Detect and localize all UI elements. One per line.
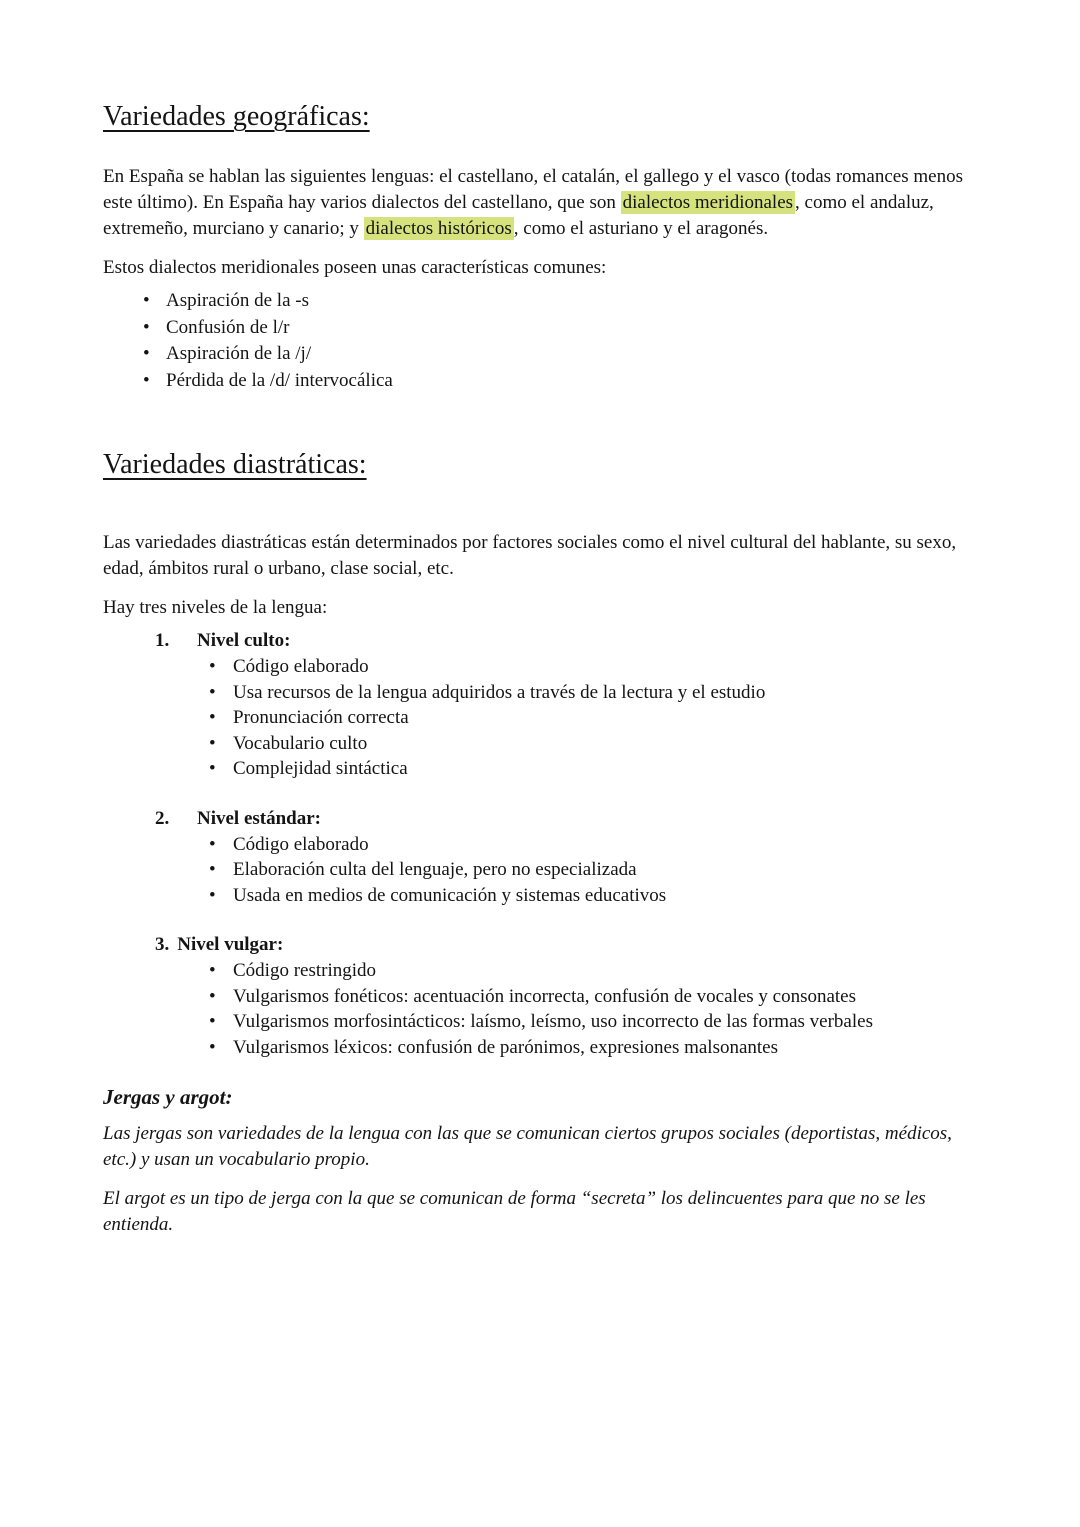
list-item: • Pérdida de la /d/ intervocálica [137,368,968,395]
level-title: Nivel culto: [197,630,291,651]
features-intro: Estos dialectos meridionales poseen unas características comunes: [103,257,607,278]
list-item: • Confusión de l/r [137,315,968,342]
level-nivel-estandar [103,806,968,909]
level-items-list [203,654,968,782]
level-number: 1. [155,630,170,651]
section-title-variedades-diastraticas: Variedades diastráticas: [103,449,367,480]
level-title: Nivel estándar: [197,807,322,829]
level-number: 2. [155,807,170,829]
list-item: • Vocabulario culto [203,731,968,757]
list-item: • Aspiración de la -s [137,288,968,315]
highlighted-text-dialectos-meridionales: dialectos meridionales [622,192,794,213]
jergas-paragraph-2: El argot es un tipo de jerga con la que se comunican de forma “secreta” los delincuentes para que no se les entienda. [103,1188,926,1235]
list-item: • Elaboración culta del lenguaje, pero no especializada [203,857,968,883]
text-segment: , como el asturiano y el aragonés. [513,218,769,239]
list-item: • Vulgarismos léxicos: confusión de parónimos, expresiones malsonantes [203,1035,968,1061]
list-item: • Aspiración de la /j/ [137,341,968,368]
level-items-list [203,958,968,1060]
section-title-jergas-y-argot: Jergas y argot: [103,1085,233,1109]
text-segment: , como el andaluz, extremeño, murciano y canario; y [103,192,934,239]
jergas-paragraph-1: Las jergas son variedades de la lengua con las que se comunican ciertos grupos sociales (deportistas, médicos, etc.) y usan un vocabulario propio. [103,1123,952,1170]
geograficas-intro-paragraph [103,164,968,242]
list-item: • Código elaborado [203,832,968,858]
list-item: • Usada en medios de comunicación y sistemas educativos [203,883,968,909]
level-heading [103,806,968,832]
section-title-variedades-geograficas: Variedades geográficas: [103,101,370,132]
list-item: • Complejidad sintáctica [203,756,968,782]
list-item: • Código elaborado [203,654,968,680]
level-title: Nivel vulgar: [177,934,284,955]
level-items-list [203,832,968,909]
highlighted-text-dialectos-historicos: dialectos históricos [365,218,512,239]
list-item: • Vulgarismos fonéticos: acentuación incorrecta, confusión de vocales y consonates [203,984,968,1010]
level-number: 3. [155,934,170,955]
level-heading [103,628,968,654]
text-segment: En España se hablan las siguientes lenguas: el castellano, el catalán, el gallego y el vasco (todas romances menos este último). En España hay varios dialectos del castellano, que son [103,166,963,213]
list-item: • Usa recursos de la lengua adquiridos a través de la lectura y el estudio [203,680,968,706]
level-heading [103,932,968,958]
levels-intro: Hay tres niveles de la lengua: [103,597,328,618]
level-nivel-culto [103,628,968,782]
list-item: • Pronunciación correcta [203,705,968,731]
level-nivel-vulgar [103,932,968,1060]
diastraticas-intro-paragraph: Las variedades diastráticas están determinados por factores sociales como el nivel cultural del hablante, su sexo, edad, ámbitos rural o urbano, clase social, etc. [103,532,957,579]
list-item: • Código restringido [203,958,968,984]
features-list [137,288,968,394]
list-item: • Vulgarismos morfosintácticos: laísmo, leísmo, uso incorrecto de las formas verbales [203,1009,968,1035]
